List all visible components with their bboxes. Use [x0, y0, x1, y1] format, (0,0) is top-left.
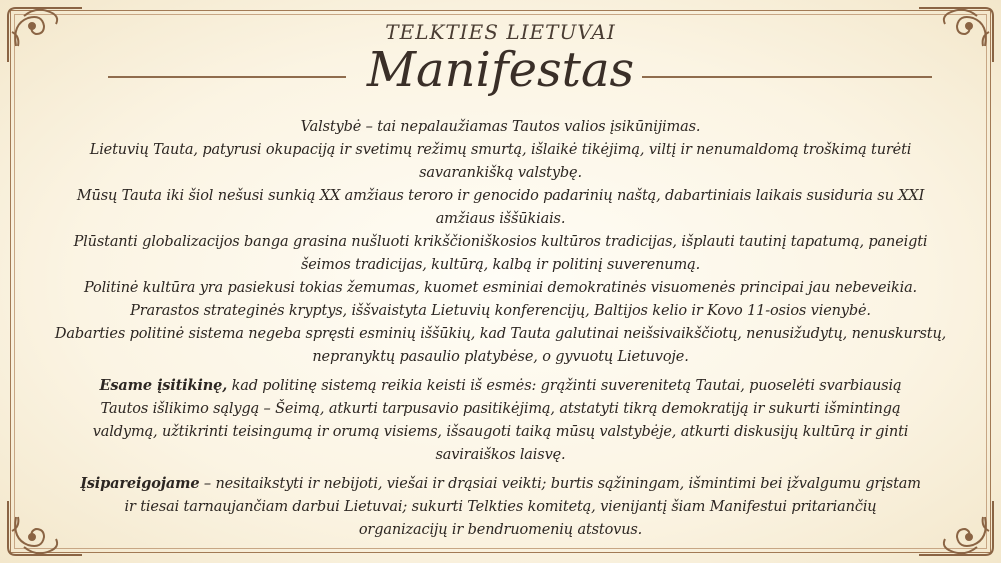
manifesto-body — [50, 116, 951, 542]
conviction-text: kad politinę sistemą reikia keisti iš esmės: grąžinti suverenitetą Tautai, puoselėti svarbiausią Tautos išlikimo sąlygą – Šeimą, atkurti tarpusavio pasitikėjimą, atstatyti tikrą demokratiją ir sukurti išmintingą valdymą, užtikrinti teisingumą ir orumą visiems, išsaugoti taiką mūsų valstybėje, atkurti diskusijų kultūrą ir ginti saviraiškos laisvę. — [92, 378, 909, 463]
conviction-paragraph — [50, 374, 951, 467]
paragraph: Prarastos strateginės kryptys, iššvaistyta Lietuvių konferencijų, Baltijos kelio ir Kovo 11-osios vienybė. — [130, 303, 871, 319]
paragraph: Plūstanti globalizacijos banga grasina nušluoti krikščioniškosios kultūros tradicijas, išplauti tautinį tapatumą, paneigti šeimos tradicijas, kultūrą, kalbą ir politinį suverenumą. — [73, 234, 928, 273]
paragraph: Dabarties politinė sistema negeba spręsti esminių iššūkių, kad Tauta galutinai neišsivaikščiotų, nenusižudytų, nenuskurstų, nepranyktų pasaulio platybėse, o gyvuotų Lietuvoje. — [54, 326, 947, 365]
paragraph: Mūsų Tauta iki šiol nešusi sunkią XX amžiaus teroro ir genocido padarinių naštą, dabartiniais laikais susiduria su XXI amžiaus iššūkiais. — [76, 188, 925, 227]
page-title: Manifestas — [366, 42, 635, 98]
commitment-paragraph — [50, 472, 951, 542]
paragraph: Valstybė – tai nepalaužiamas Tautos valios įsikūnijimas. — [300, 119, 701, 135]
commitment-text: – nesitaikstyti ir nebijoti, viešai ir drąsiai veikti; burtis sąžiningam, išmintimi bei įžvalgumu grįstam ir tiesai tarnaujančiam darbui Lietuvai; sukurti Telkties komitetą, vienijantį šiam Manifestui pritariančių organizacijų ir bendruomenių atstovus. — [124, 476, 921, 538]
paragraph: Lietuvių Tauta, patyrusi okupaciją ir svetimų režimų smurtą, išlaikė tikėjimą, viltį ir nenumaldomą troškimą turėti savarankišką valstybę. — [89, 142, 912, 181]
title-divider-right — [642, 76, 932, 78]
conviction-lead: Esame įsitikinę, — [99, 377, 228, 394]
page-subtitle: TELKTIES LIETUVAI — [385, 20, 616, 44]
commitment-lead: Įsipareigojame — [80, 475, 200, 492]
paragraph: Politinė kultūra yra pasiekusi tokias žemumas, kuomet esminiai demokratinės visuomenės principai jau nebeveikia. — [83, 280, 918, 296]
